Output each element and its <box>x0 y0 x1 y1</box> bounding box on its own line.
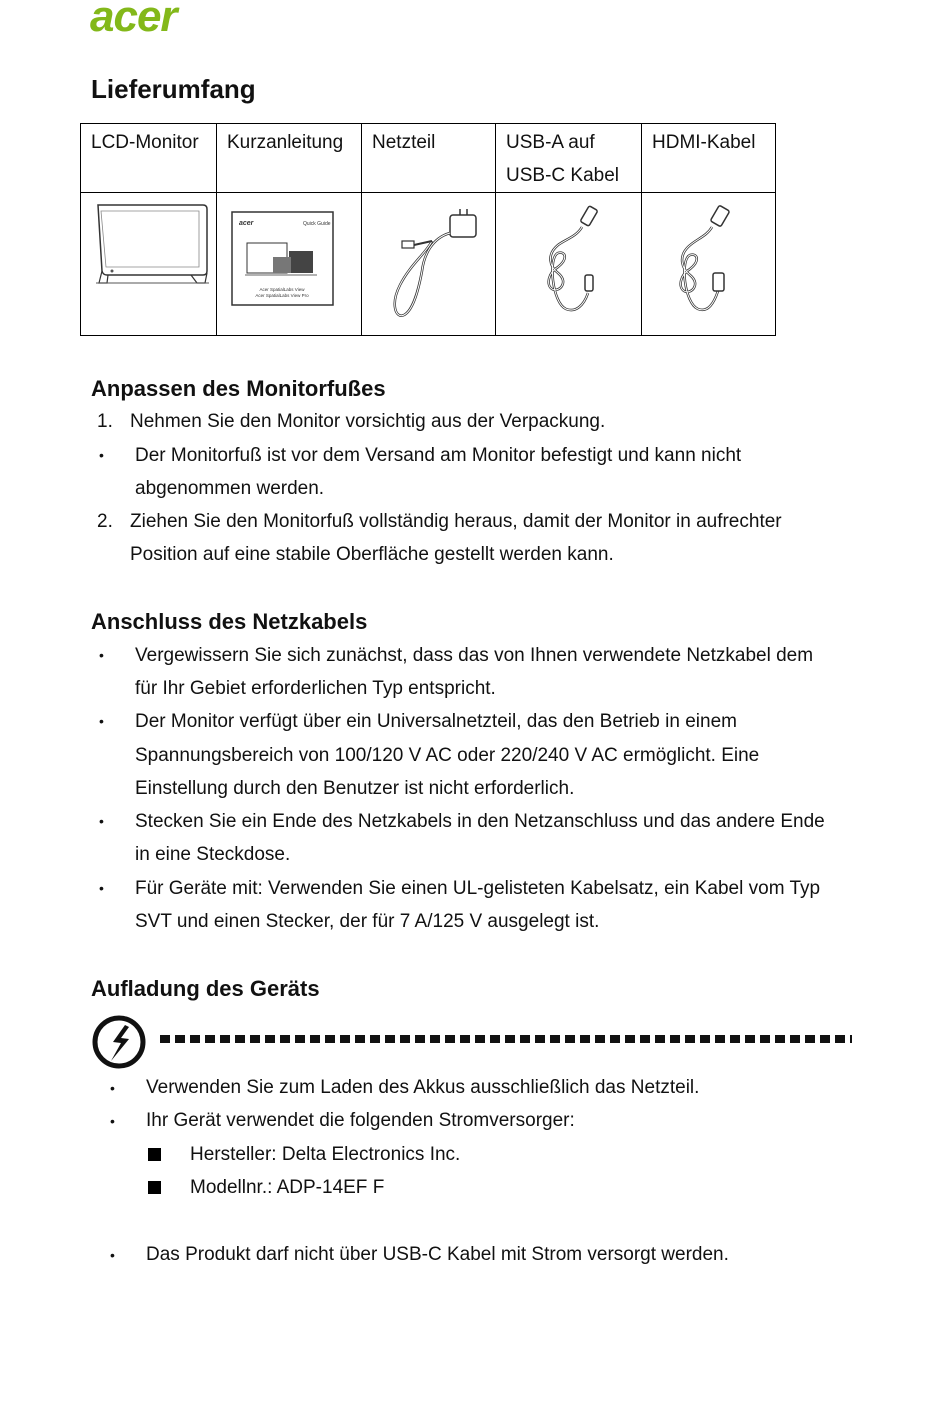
power-b3-line-1: Stecken Sie ein Ende des Netzkabels in den Netzanschluss und das andere Ende <box>135 811 825 832</box>
item-quick-guide: Kurzanleitung <box>217 124 362 193</box>
usb-cable-icon <box>496 193 641 335</box>
power-b2-line-3: Einstellung durch den Benutzer ist nicht erforderlich. <box>135 778 575 799</box>
heading-charging: Aufladung des Geräts <box>91 976 320 1001</box>
power-b1-line-2: für Ihr Gebiet erforderlichen Typ entspricht. <box>135 678 496 699</box>
power-adapter-cell <box>362 193 496 336</box>
power-adapter-icon <box>362 193 495 335</box>
step-2-line-1: Ziehen Sie den Monitorfuß vollständig heraus, damit der Monitor in aufrechter <box>130 511 782 532</box>
bullet-marker: • <box>99 813 104 829</box>
power-b3-line-2: in eine Steckdose. <box>135 844 291 865</box>
hdmi-cable-cell <box>642 193 776 336</box>
svg-text:acer: acer <box>90 0 177 38</box>
stand-note-line-1: Der Monitorfuß ist vor dem Versand am Monitor befestigt und kann nicht <box>135 445 742 466</box>
charge-b2: Ihr Gerät verwendet die folgenden Stromversorger: <box>146 1110 575 1131</box>
heading-lieferumfang: Lieferumfang <box>91 74 256 104</box>
quick-guide-cell <box>217 193 362 336</box>
item-usb-cable: USB-A auf USB-C Kabel <box>496 124 642 193</box>
monitor-cell <box>81 193 217 336</box>
item-power-adapter: Netzteil <box>362 124 496 193</box>
charge-sub-2: Modellnr.: ADP-14EF F <box>190 1177 385 1198</box>
square-bullet <box>148 1148 161 1161</box>
svg-text:Quick Guide: Quick Guide <box>303 221 331 227</box>
svg-text:acer: acer <box>239 220 254 227</box>
item-lcd-monitor: LCD-Monitor <box>81 124 217 193</box>
hdmi-cable-icon <box>642 193 775 335</box>
item-hdmi-cable: HDMI-Kabel <box>642 124 776 193</box>
charge-sub-1: Hersteller: Delta Electronics Inc. <box>190 1144 461 1165</box>
power-b2-line-2: Spannungsbereich von 100/120 V AC oder 220/240 V AC ermöglicht. Eine <box>135 745 760 766</box>
monitor-icon <box>81 193 216 335</box>
charge-b1: Verwenden Sie zum Laden des Akkus ausschließlich das Netzteil. <box>146 1077 700 1098</box>
charge-b3: Das Produkt darf nicht über USB-C Kabel mit Strom versorgt werden. <box>146 1244 729 1265</box>
step-1-text: Nehmen Sie den Monitor vorsichtig aus der Verpackung. <box>130 411 606 432</box>
warning-dotted-rule <box>160 1035 852 1043</box>
quick-guide-icon <box>217 193 361 335</box>
lightning-warning-icon <box>91 1015 149 1069</box>
power-b1-line-1: Vergewissern Sie sich zunächst, dass das von Ihnen verwendete Netzkabel dem <box>135 645 814 666</box>
bullet-marker: • <box>110 1080 115 1096</box>
contents-table <box>80 123 776 336</box>
svg-text:Acer SpatialLabs View Pro: Acer SpatialLabs View Pro <box>255 293 309 298</box>
power-b4-line-2: SVT und einen Stecker, der für 7 A/125 V ausgelegt ist. <box>135 911 600 932</box>
power-b4-line-1: Für Geräte mit: Verwenden Sie einen UL-gelisteten Kabelsatz, ein Kabel vom Typ <box>135 878 821 899</box>
contents-image-row <box>81 193 776 336</box>
heading-power-cable: Anschluss des Netzkabels <box>91 609 368 634</box>
step-2-line-2: Position auf eine stabile Oberfläche gestellt werden kann. <box>130 544 614 565</box>
step-number-1: 1. <box>97 411 113 432</box>
bullet-marker: • <box>99 880 104 896</box>
bullet-marker: • <box>110 1247 115 1263</box>
svg-text:Acer SpatialLabs View: Acer SpatialLabs View <box>259 287 305 292</box>
stand-note-line-2: abgenommen werden. <box>135 478 325 499</box>
bullet-marker: • <box>99 647 104 663</box>
heading-monitor-stand: Anpassen des Monitorfußes <box>91 376 386 401</box>
bullet-marker: • <box>110 1113 115 1129</box>
step-number-2: 2. <box>97 511 113 532</box>
usb-cable-cell <box>496 193 642 336</box>
power-b2-line-1: Der Monitor verfügt über ein Universalnetzteil, das den Betrieb in einem <box>135 711 737 732</box>
acer-logo <box>88 0 218 38</box>
contents-label-row <box>81 124 776 193</box>
bullet-marker: • <box>99 447 104 463</box>
square-bullet <box>148 1181 161 1194</box>
bullet-marker: • <box>99 713 104 729</box>
